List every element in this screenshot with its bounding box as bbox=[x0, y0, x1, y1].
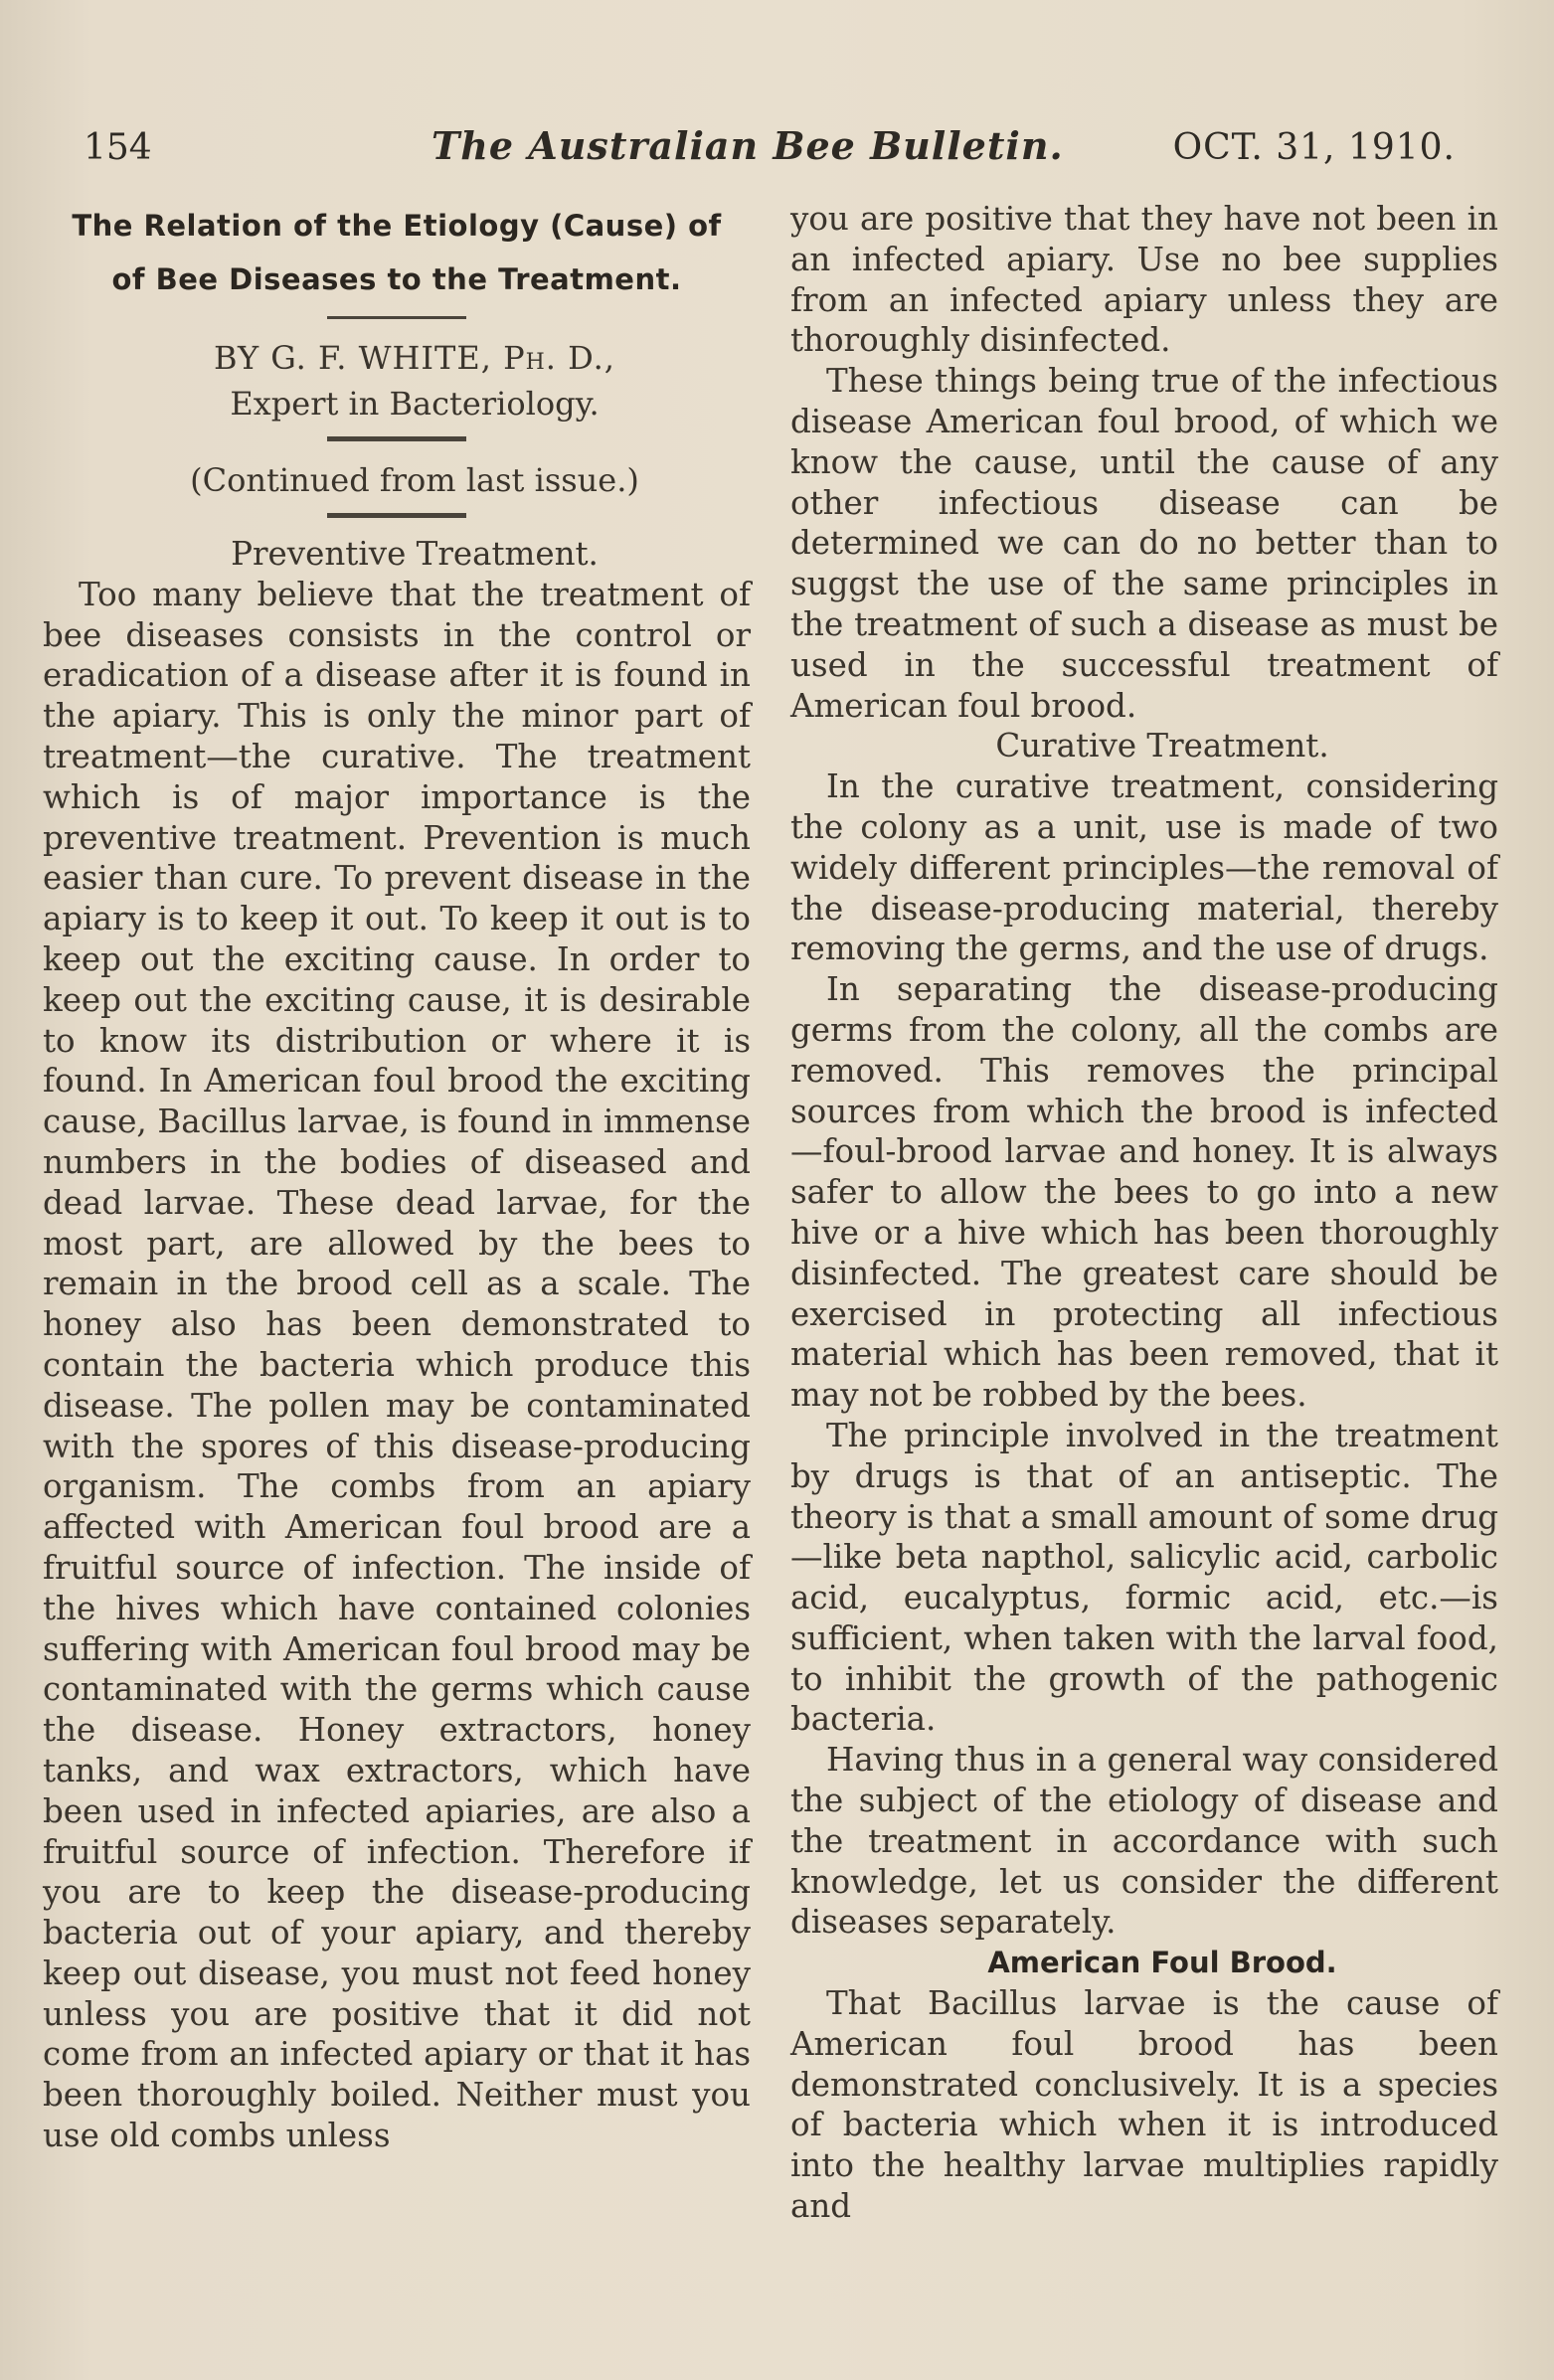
divider-rule bbox=[327, 513, 466, 518]
paragraph-separating: In separating the disease-producing germs from the colony, all the combs are removed. This removes the principal sources from which the brood is infected —foul-brood larvae and honey. It is always safer to allow the bees to go into a new hive or a hive which has been thoroughly disinfected. The greatest care should be exercised in protecting all infectious material which has been removed, that it may not be robbed by the bees. bbox=[790, 970, 1498, 1415]
page-header bbox=[84, 123, 1456, 187]
paragraph-summary: Having thus in a general way considered the subject of the etiology of disease and the treatment in accordance with such knowledge, let us consider the different diseases separately. bbox=[790, 1741, 1498, 1942]
right-column bbox=[790, 199, 1498, 2227]
divider-rule bbox=[327, 316, 466, 319]
continued-note: (Continued from last issue.) bbox=[190, 461, 639, 499]
article-title-line-2: of Bee Diseases to the Treatment. bbox=[111, 262, 682, 296]
paragraph-drugs: The principle involved in the treatment by drugs is that of an antiseptic. The theory is that a small amount of some drug—like beta napthol, salicylic acid, carbolic acid, eucalyptus, formic acid, etc.—is sufficient, when taken with the larval food, to inhibit the growth of the pathogenic bacteria. bbox=[790, 1416, 1498, 1739]
paragraph-preventive: Too many believe that the treatment of bee diseases consists in the control or eradication of a disease after it is found in the apiary. This is only the minor part of treatment—the curative. The treatment which is of major importance is the preventive treatment. Prevention is much easier than cure. To prevent disease in the apiary is to keep it out. To keep it out is to keep out the exciting cause. In order to keep out the exciting cause, it is desirable to know its distribution or where it is found. In American foul brood the exciting cause, Bacillus larvae, is found in immense numbers in the bodies of diseased and dead larvae. These dead larvae, for the most part, are allowed by the bees to remain in the brood cell as a scale. The honey also has been demonstrated to contain the bacteria which produce this disease. The pollen may be contaminated with the spores of this disease-producing organism. The combs from an apiary affected with American foul brood are a fruitful source of infection. The inside of the hives which have contained colonies suffering with American foul brood may be contaminated with the germs which cause the disease. Honey extractors, honey tanks, and wax extractors, which have been used in infected apiaries, are also a fruitful source of infection. Therefore if you are to keep the disease-producing bacteria out of your apiary, and thereby keep out disease, you must not feed honey unless you are positive that it did not come from an infected apiary or that it has been thoroughly boiled. Neither must you use old combs unless bbox=[43, 575, 751, 2155]
issue-date: OCT. 31, 1910. bbox=[1172, 127, 1456, 168]
paragraph-infectious: These things being true of the infectious disease American foul brood, of which we know the cause, until the cause of any other infectious disease can be determined we can do no better than to suggst the use of the same principles in the treatment of such a disease as must be used in the successful treatment of American foul brood. bbox=[790, 362, 1498, 725]
page-number: 154 bbox=[84, 127, 152, 168]
article-title bbox=[43, 199, 751, 306]
paragraph-bacillus: That Bacillus larvae is the cause of American foul brood has been demonstrated conclusively. It is a species of bacteria which when it is introduced into the healthy larvae multiplies rapidly and bbox=[790, 1984, 1498, 2226]
paragraph-continuation: you are positive that they have not been in an infected apiary. Use no bee supplies from an infected apiary unless they are thoroughly disinfected. bbox=[790, 200, 1498, 360]
publication-title: The Australian Bee Bulletin. bbox=[432, 123, 1064, 168]
divider-rule bbox=[327, 436, 466, 441]
author-credential: Expert in Bacteriology. bbox=[230, 385, 600, 423]
paragraph-curative: In the curative treatment, considering the colony as a unit, use is made of two widely different principles—the removal of the disease-producing material, thereby removing the germs, and the use of drugs. bbox=[790, 767, 1498, 968]
article-title-line-1: The Relation of the Etiology (Cause) of bbox=[72, 209, 722, 243]
section-heading-curative: Curative Treatment. bbox=[995, 727, 1329, 765]
section-heading-preventive: Preventive Treatment. bbox=[231, 535, 599, 573]
left-column bbox=[43, 199, 751, 2156]
section-heading-american-foul-brood: American Foul Brood. bbox=[987, 1946, 1337, 1980]
author-byline: BY G. F. WHITE, Ph. D., bbox=[214, 339, 615, 377]
